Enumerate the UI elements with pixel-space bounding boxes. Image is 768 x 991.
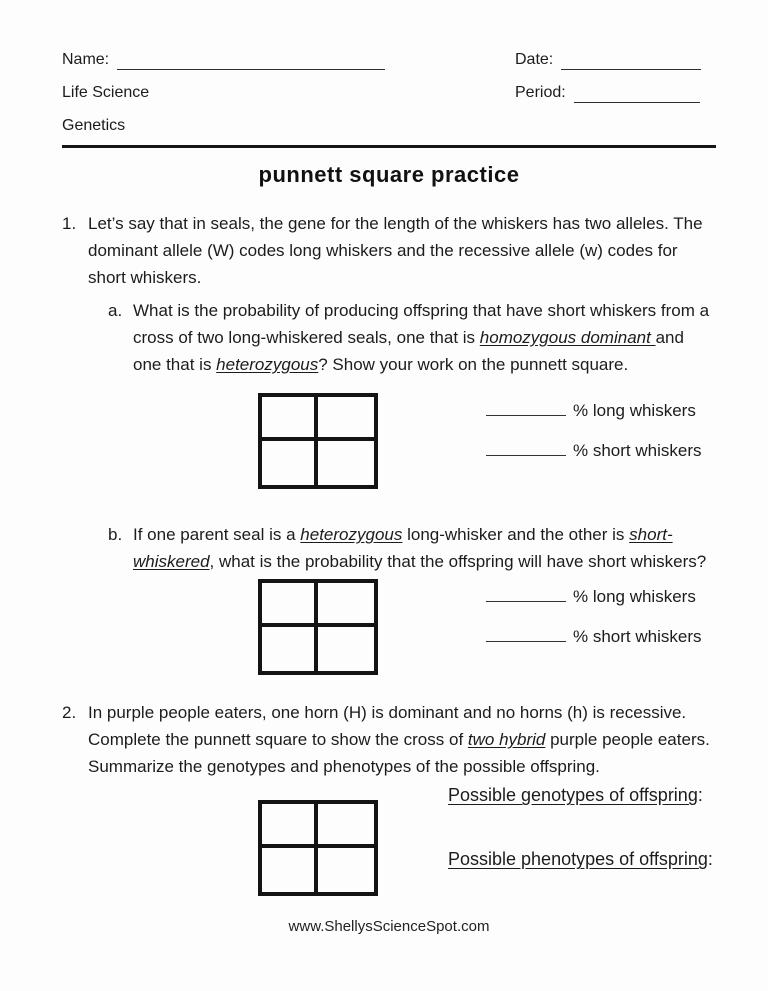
header-row-1	[62, 50, 716, 70]
punnett-cell[interactable]	[262, 441, 318, 485]
question-1b	[108, 521, 716, 575]
long-whiskers-answer	[486, 398, 701, 424]
period-input-line[interactable]	[574, 87, 700, 103]
genotypes-prompt-colon: :	[697, 785, 703, 805]
period-label: Period:	[515, 84, 566, 101]
long-whiskers-label: % long whiskers	[573, 587, 696, 606]
punnett-row-1b	[258, 579, 716, 675]
punnett-cell[interactable]	[318, 848, 374, 892]
long-whiskers-blank[interactable]	[486, 400, 566, 416]
question-2	[62, 699, 716, 780]
punnett-cell[interactable]	[262, 804, 318, 848]
worksheet-header	[62, 50, 716, 148]
name-label: Name:	[62, 51, 110, 68]
question-1b-letter: b.	[108, 525, 123, 544]
short-whiskers-answer	[486, 438, 701, 464]
punnett-row-2	[258, 785, 716, 896]
punnett-cell[interactable]	[262, 583, 318, 627]
long-whiskers-blank[interactable]	[486, 586, 566, 602]
date-label: Date:	[515, 51, 554, 68]
long-whiskers-answer	[486, 584, 701, 610]
punnett-cell[interactable]	[262, 848, 318, 892]
punnett-square-1b	[258, 579, 378, 675]
short-whiskers-answer	[486, 624, 701, 650]
question-1a	[108, 297, 716, 378]
question-1a-text-part: What is the probability of producing offspring that have short whiskers from a cross of two long-whiskered seals, one that is	[133, 301, 710, 347]
emphasis-heterozygous: heterozygous	[300, 525, 403, 544]
unit-label: Genetics	[62, 117, 126, 134]
answers-1b	[486, 579, 701, 664]
answers-1a	[486, 393, 701, 478]
punnett-cell[interactable]	[262, 397, 318, 441]
emphasis-heterozygous: heterozygous	[216, 355, 319, 374]
genotypes-prompt-text: Possible genotypes of offspring	[448, 785, 698, 805]
date-input-line[interactable]	[561, 54, 701, 70]
header-row-3	[62, 116, 716, 136]
punnett-cell[interactable]	[318, 627, 374, 671]
offspring-summary-prompts	[448, 783, 713, 871]
punnett-cell[interactable]	[318, 583, 374, 627]
worksheet-title: punnett square practice	[258, 162, 520, 187]
question-2-text	[88, 699, 716, 780]
long-whiskers-label: % long whiskers	[573, 401, 696, 420]
punnett-cell[interactable]	[318, 441, 374, 485]
short-whiskers-blank[interactable]	[486, 626, 566, 642]
question-1a-text	[133, 297, 716, 378]
question-2-text-part: purple people eaters. Summarize the genotypes and phenotypes of the possible offspring.	[88, 730, 710, 776]
question-1	[62, 210, 716, 291]
punnett-cell[interactable]	[262, 627, 318, 671]
short-whiskers-label: % short whiskers	[573, 441, 702, 460]
phenotypes-prompt	[448, 847, 713, 871]
question-1a-letter: a.	[108, 301, 123, 320]
emphasis-homozygous-dominant: homozygous dominant	[479, 328, 656, 347]
header-row-2	[62, 83, 716, 103]
question-1b-text-part: long-whisker and the other is	[402, 525, 630, 544]
name-input-line[interactable]	[117, 54, 385, 70]
punnett-cell[interactable]	[318, 397, 374, 441]
question-1b-text-part: If one parent seal is a	[133, 525, 301, 544]
question-1a-text-part: and one that is	[133, 328, 684, 374]
question-2-text-part: In purple people eaters, one horn (H) is dominant and no horns (h) is recessive. Complete the punnett square to show the cross of	[88, 703, 687, 749]
footer-url: www.ShellysScienceSpot.com	[288, 918, 490, 935]
phenotypes-prompt-colon: :	[707, 849, 713, 869]
question-2-number: 2.	[62, 703, 77, 722]
punnett-square-2	[258, 800, 378, 896]
short-whiskers-blank[interactable]	[486, 440, 566, 456]
emphasis-short-whiskered: short-whiskered	[133, 525, 673, 571]
question-1b-text-part: , what is the probability that the offspring will have short whiskers?	[209, 552, 707, 571]
genotypes-prompt	[448, 783, 713, 807]
question-1a-text-part: ? Show your work on the punnett square.	[318, 355, 629, 374]
emphasis-two-hybrid: two hybrid	[467, 730, 546, 749]
punnett-cell[interactable]	[318, 804, 374, 848]
short-whiskers-label: % short whiskers	[573, 627, 702, 646]
question-1-text: Let’s say that in seals, the gene for the length of the whiskers has two alleles. The dominant allele (W) codes long whiskers and the recessive allele (w) codes for short whiskers.	[88, 214, 703, 287]
header-rule	[62, 145, 716, 148]
question-1b-text	[133, 521, 716, 575]
punnett-square-1a	[258, 393, 378, 489]
course-label: Life Science	[62, 84, 150, 101]
punnett-row-1a	[258, 393, 716, 489]
phenotypes-prompt-text: Possible phenotypes of offspring	[448, 849, 708, 869]
question-1-number: 1.	[62, 214, 77, 233]
